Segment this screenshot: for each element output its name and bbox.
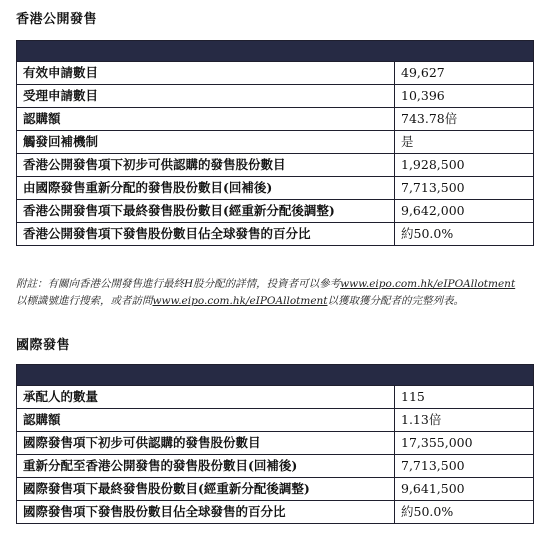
table-row (17, 408, 533, 431)
row-label: 認購額 (17, 108, 395, 130)
table-header-bar (17, 365, 533, 385)
row-value: 9,641,500 (401, 481, 465, 496)
row-label: 認購額 (17, 409, 395, 431)
row-label: 受理申請數目 (17, 85, 395, 107)
allotment-note (16, 276, 536, 310)
row-value: 17,355,000 (401, 435, 473, 450)
row-label: 由國際發售重新分配的發售股份數目(回補後) (17, 177, 395, 199)
table-row (17, 385, 533, 408)
table-row (17, 61, 533, 84)
international-offer-table (16, 364, 534, 524)
note-line-2-text: 以標識號進行搜索，或者訪問 (16, 295, 153, 307)
row-label: 觸發回補機制 (17, 131, 395, 153)
table-row (17, 153, 533, 176)
note-line-2 (16, 293, 536, 310)
row-value: 約50.0% (401, 226, 454, 241)
eipo-link-1[interactable]: www.eipo.com.hk/eIPOAllotment (340, 278, 516, 290)
row-label: 國際發售項下初步可供認購的發售股份數目 (17, 432, 395, 454)
international-offer-title: 國際發售 (16, 338, 71, 353)
row-value: 是 (401, 134, 414, 149)
table-row (17, 454, 533, 477)
table-header-bar (17, 41, 533, 61)
table-row (17, 222, 533, 245)
row-value: 9,642,000 (401, 203, 465, 218)
row-label: 重新分配至香港公開發售的發售股份數目(回補後) (17, 455, 395, 477)
row-label: 香港公開發售項下初步可供認購的發售股份數目 (17, 154, 395, 176)
table-row (17, 130, 533, 153)
row-label: 國際發售項下最終發售股份數目(經重新分配後調整) (17, 478, 395, 500)
row-value: 743.78倍 (401, 111, 458, 126)
row-value: 49,627 (401, 65, 445, 80)
table-row (17, 431, 533, 454)
table-row (17, 176, 533, 199)
row-value: 10,396 (401, 88, 445, 103)
row-value: 1.13倍 (401, 412, 442, 427)
row-label: 香港公開發售項下最終發售股份數目(經重新分配後調整) (17, 200, 395, 222)
note-line-1-text: 附註：有關向香港公開發售進行最終H股分配的詳情，投資者可以參考 (16, 278, 341, 290)
row-value: 7,713,500 (401, 180, 465, 195)
row-value: 約50.0% (401, 504, 454, 519)
row-label: 國際發售項下發售股份數目佔全球發售的百分比 (17, 501, 395, 523)
row-label: 香港公開發售項下發售股份數目佔全球發售的百分比 (17, 223, 395, 245)
public-offer-title: 香港公開發售 (16, 12, 98, 27)
row-label: 有效申請數目 (17, 62, 395, 84)
row-value: 7,713,500 (401, 458, 465, 473)
table-row (17, 199, 533, 222)
note-line-1 (16, 276, 536, 293)
table-row (17, 107, 533, 130)
table-row (17, 477, 533, 500)
eipo-link-2[interactable]: www.eipo.com.hk/eIPOAllotment (152, 295, 328, 307)
row-value: 115 (401, 389, 425, 404)
row-label: 承配人的數量 (17, 386, 395, 408)
row-value: 1,928,500 (401, 157, 465, 172)
table-row (17, 84, 533, 107)
note-line-2-suffix: 以獲取獲分配者的完整列表。 (327, 295, 465, 307)
public-offer-table (16, 40, 534, 246)
table-row (17, 500, 533, 523)
